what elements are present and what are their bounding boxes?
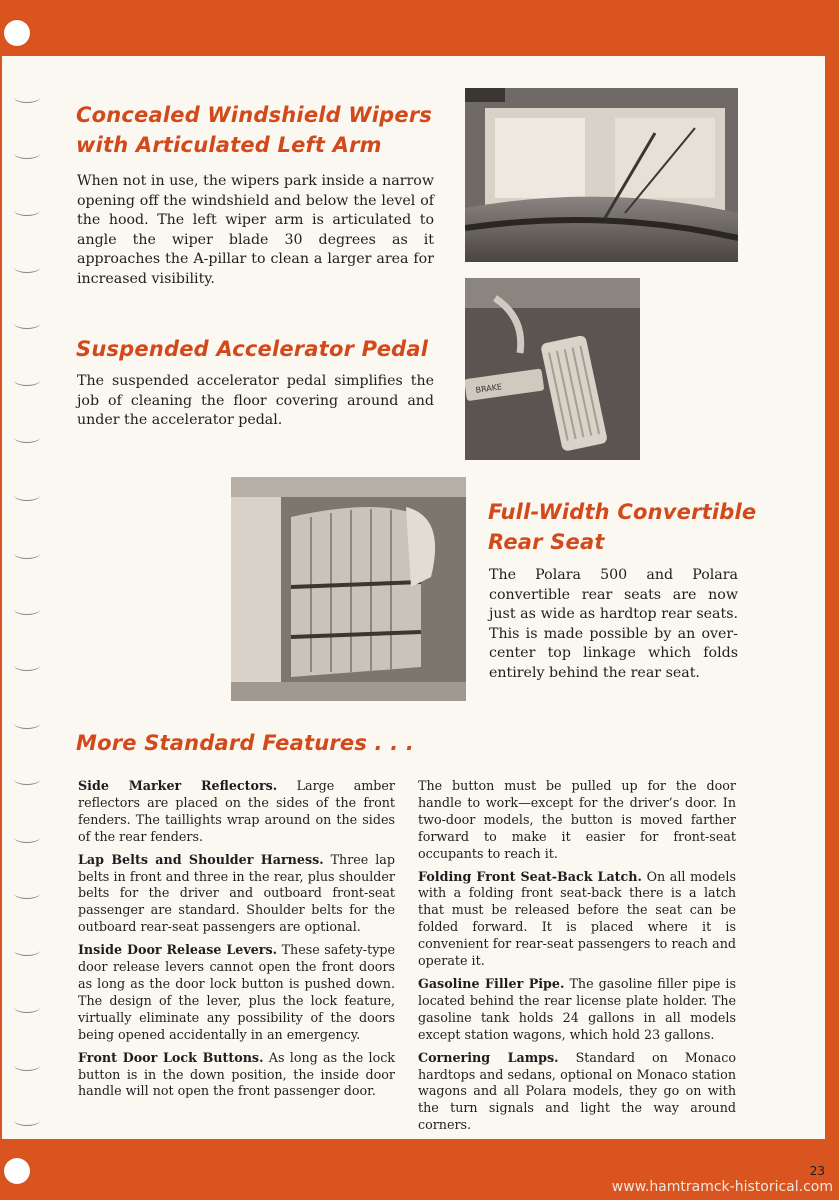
wipers-heading [76, 100, 432, 160]
feature-item [418, 1050, 736, 1135]
feature-text: The gasoline filler pipe is located behind the rear license plate holder. The gasoline tank holds 24 gallons in all models except station wagons, which hold 23 gallons. [418, 975, 736, 1042]
binder-punch-mark [14, 432, 40, 443]
binder-punch-mark [14, 262, 40, 273]
wipers-heading-line2: with Articulated Left Arm [76, 133, 382, 157]
pedal-heading: Suspended Accelerator Pedal [76, 337, 429, 361]
rear-seat-heading-line2: Rear Seat [488, 530, 605, 554]
site-watermark: www.hamtramck-historical.com [611, 1179, 833, 1195]
windshield-wiper-photo [465, 88, 738, 262]
feature-text: Large amber reflectors are placed on the sides of the front fenders. The taillights wrap around on the sides of the rear fenders. [78, 778, 396, 844]
features-left-column [78, 778, 395, 1106]
rear-seat-heading-line1: Full-Width Convertible [488, 500, 757, 524]
binder-punch-mark [14, 832, 40, 843]
binder-hole [4, 20, 30, 46]
feature-title: Folding Front Seat-Back Latch. [418, 868, 642, 884]
brake-label: BRAKE [475, 382, 503, 395]
more-features-heading: More Standard Features . . . [76, 731, 415, 755]
feature-item [78, 1050, 395, 1101]
binder-punch-mark [14, 1060, 40, 1071]
accelerator-pedal-photo [465, 278, 640, 460]
feature-item [418, 976, 736, 1044]
binder-punch-mark [14, 718, 40, 729]
feature-text: These safety-type door release levers cannot open the front doors as long as the door lock button is pushed down. The design of the lever, plus the lock feature, virtually eliminate any possibility of the doors being opened accidentally in an emergency. [78, 942, 395, 1042]
binder-punch-mark [14, 888, 40, 899]
binder-punch-mark [14, 660, 40, 671]
binder-punch-mark [14, 490, 40, 501]
feature-title: Lap Belts and Shoulder Harness. [78, 851, 324, 867]
binder-punch-mark [14, 548, 40, 559]
binder-punch-mark [14, 945, 40, 956]
feature-text: Three lap belts in front and three in the rear, plus shoulder belts for the driver and outboard front-seat passenger are standard. Shoulder belts for the outboard rear-seat passengers are optional. [78, 851, 395, 935]
feature-title: Front Door Lock Buttons. [78, 1049, 264, 1065]
feature-title: Side Marker Reflectors. [78, 778, 278, 793]
rear-seat-body: The Polara 500 and Polara convertible rear seats are now just as wide as hardtop rear seats. This is made possible by an over-center top linkage which folds entirely behind the rear seat. [489, 567, 738, 681]
feature-continuation: The button must be pulled up for the door handle to work—except for the driver’s door. In two-door models, the button is moved farther forward to make it easier for front-seat occupants to reach it. [418, 778, 736, 861]
feature-title: Cornering Lamps. [418, 1049, 559, 1065]
binder-punch-mark [14, 774, 40, 785]
binder-punch-mark [14, 148, 40, 159]
convertible-rear-seat-photo [231, 477, 466, 701]
binder-hole [4, 1158, 30, 1184]
feature-item [78, 852, 395, 937]
page-number: 23 [809, 1164, 825, 1178]
feature-text: Standard on Monaco hardtops and sedans, optional on Monaco station wagons and all Polara models, they go on with the turn signals and light the way around corners. [418, 1049, 736, 1133]
binder-punch-mark [14, 92, 40, 103]
feature-title: Gasoline Filler Pipe. [418, 975, 565, 991]
features-right-column [418, 778, 736, 1140]
binder-punch-mark [14, 1002, 40, 1013]
feature-title: Inside Door Release Levers. [78, 942, 278, 958]
pedal-body: The suspended accelerator pedal simplifies the job of cleaning the floor covering around and under the accelerator pedal. [77, 373, 434, 428]
feature-text: On all models with a folding front seat-back there is a latch that must be released before the seat can be folded forward. It is placed where it is convenient for rear-seat passengers to reach and operate it. [418, 868, 736, 969]
binder-punch-mark [14, 318, 40, 329]
feature-item [78, 778, 395, 846]
feature-item [418, 869, 736, 970]
wipers-body: When not in use, the wipers park inside a narrow opening off the windshield and below the level of the hood. The left wiper arm is articulated to angle the wiper blade 30 degrees as it approaches the A-pillar to clean a larger area for increased visibility. [77, 173, 434, 287]
binder-punch-mark [14, 604, 40, 615]
binder-punch-mark [14, 1115, 40, 1126]
feature-text: As long as the lock button is in the down position, the inside door handle will not open the front passenger door. [78, 1049, 395, 1099]
feature-item [78, 942, 395, 1043]
rear-seat-heading [488, 497, 756, 557]
binder-punch-mark [14, 375, 40, 386]
binder-punch-mark [14, 205, 40, 216]
wipers-heading-line1: Concealed Windshield Wipers [76, 103, 433, 127]
